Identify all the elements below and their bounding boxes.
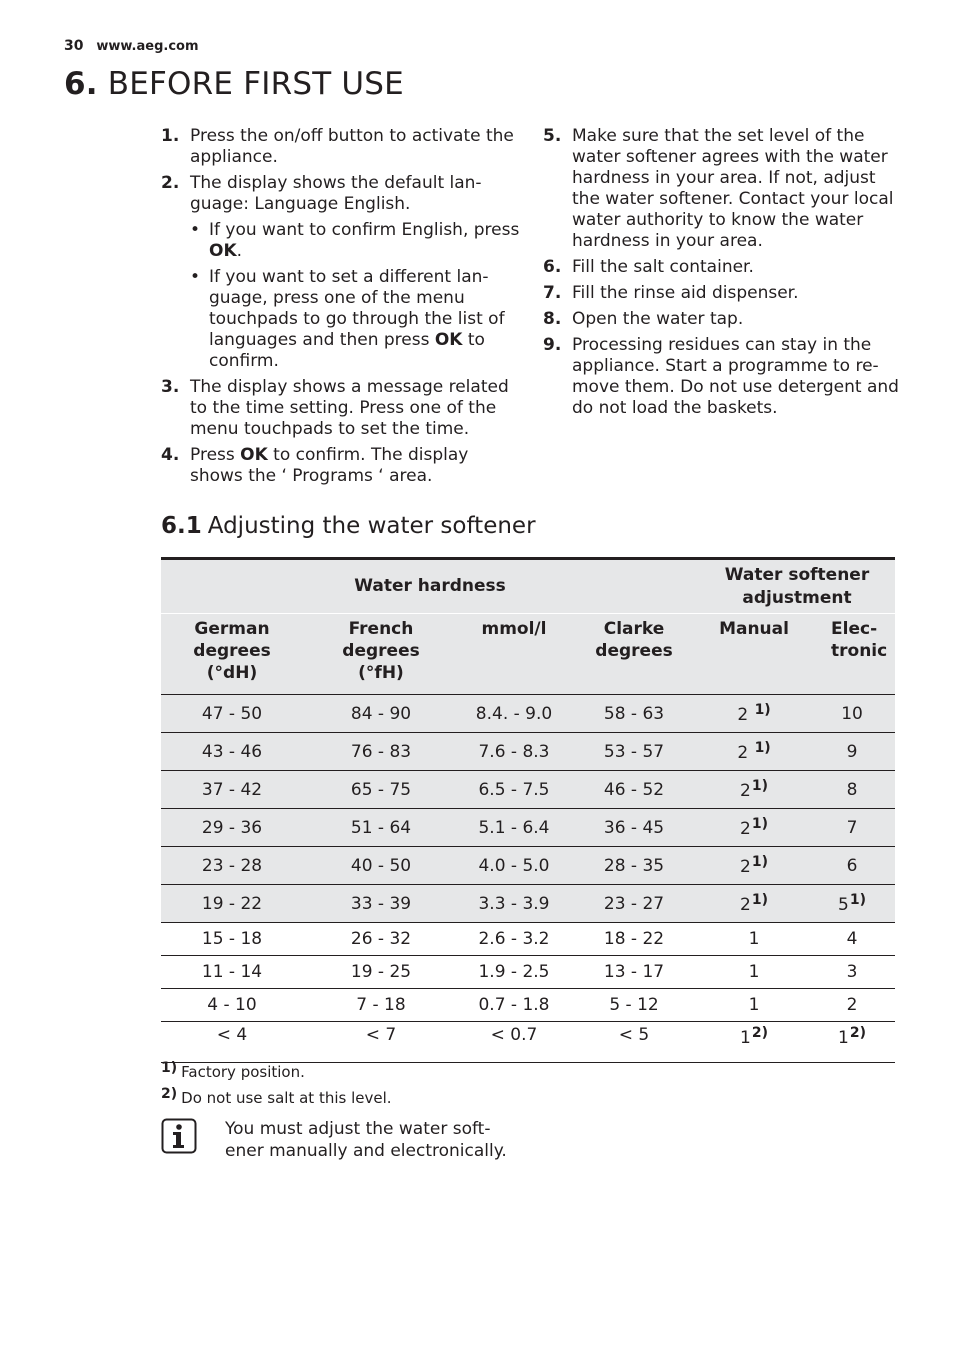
cell-electronic xyxy=(809,809,895,847)
step-9 xyxy=(543,335,903,419)
cell-manual xyxy=(699,847,809,885)
cell-french: 33 - 39 xyxy=(303,885,459,923)
bullet-text: If you want to set a different lan- guage, press one of the menu touchpads to go through the list of languages and then press OK to confirm. xyxy=(209,267,505,371)
cell-clarke: 23 - 27 xyxy=(569,885,699,923)
step-3 xyxy=(161,377,521,440)
footnote-mark: 2) xyxy=(161,1086,178,1102)
cell-manual xyxy=(699,923,809,956)
table-row xyxy=(161,847,895,885)
cell-french: 19 - 25 xyxy=(303,956,459,989)
subsection-title: Adjusting the water softener xyxy=(207,513,536,539)
cell-clarke: 5 - 12 xyxy=(569,989,699,1022)
water-hardness-header: Water hardness xyxy=(161,559,699,614)
subsection-number: 6.1 xyxy=(161,513,202,539)
step-8 xyxy=(543,309,903,330)
manual-value: 2 xyxy=(740,819,751,839)
table-row xyxy=(161,809,895,847)
step-text: Press OK to confirm. The display shows the ‘ Programs ‘ area. xyxy=(190,445,469,486)
table-row xyxy=(161,989,895,1022)
cell-mmol: 8.4. - 9.0 xyxy=(459,695,569,733)
step-number: 6. xyxy=(543,257,562,277)
footnote-ref: 1) xyxy=(754,740,771,756)
cell-manual xyxy=(699,956,809,989)
cell-electronic xyxy=(809,989,895,1022)
column-header-german: German degrees (°dH) xyxy=(161,614,303,695)
cell-manual xyxy=(699,885,809,923)
electronic-value: 4 xyxy=(846,929,858,949)
cell-mmol: 1.9 - 2.5 xyxy=(459,956,569,989)
subsection-heading xyxy=(161,513,536,539)
cell-mmol: 3.3 - 3.9 xyxy=(459,885,569,923)
cell-manual xyxy=(699,733,809,771)
note-text: You must adjust the water soft- ener manually and electronically. xyxy=(225,1119,507,1161)
cell-french: 26 - 32 xyxy=(303,923,459,956)
cell-mmol: 5.1 - 6.4 xyxy=(459,809,569,847)
footnote-mark: 1) xyxy=(161,1060,178,1076)
cell-clarke: < 5 xyxy=(569,1022,699,1063)
footnote-ref: 1) xyxy=(751,854,768,870)
electronic-value: 1 xyxy=(838,1028,849,1048)
table-row xyxy=(161,695,895,733)
step-number: 1. xyxy=(161,126,180,146)
cell-german: 47 - 50 xyxy=(161,695,303,733)
table-row xyxy=(161,733,895,771)
bullet-dot-icon: • xyxy=(190,220,201,240)
table-row xyxy=(161,923,895,956)
footnote-2 xyxy=(161,1086,392,1112)
cell-mmol: 0.7 - 1.8 xyxy=(459,989,569,1022)
cell-french: 84 - 90 xyxy=(303,695,459,733)
bullet-item xyxy=(190,220,521,262)
bullet-item xyxy=(190,267,521,372)
electronic-value: 8 xyxy=(846,779,858,800)
softener-adjustment-header: Water softener adjustment xyxy=(699,559,895,614)
cell-electronic xyxy=(809,771,895,809)
cell-french: 51 - 64 xyxy=(303,809,459,847)
cell-manual xyxy=(699,809,809,847)
step-text: Make sure that the set level of the water softener agrees with the water hardness in your area. If not, adjust the water softener. Contact your local water authority to know the water hardness in your area. xyxy=(572,126,894,251)
column-header-french: French degrees (°fH) xyxy=(303,614,459,695)
step-7 xyxy=(543,283,903,304)
electronic-value: 7 xyxy=(846,817,858,838)
page-header xyxy=(64,38,199,54)
steps-left-column xyxy=(161,126,521,492)
cell-electronic xyxy=(809,695,895,733)
footnote-ref: 1) xyxy=(751,778,768,794)
manual-value: 2 xyxy=(740,895,751,915)
step-1 xyxy=(161,126,521,168)
cell-mmol: 6.5 - 7.5 xyxy=(459,771,569,809)
cell-french: 40 - 50 xyxy=(303,847,459,885)
step-number: 9. xyxy=(543,335,562,355)
cell-mmol: 2.6 - 3.2 xyxy=(459,923,569,956)
footnote-ref: 1) xyxy=(751,892,768,908)
step-text: Press the on/off button to activate the appliance. xyxy=(190,126,514,167)
column-header-electronic: Elec- tronic xyxy=(809,614,895,695)
bullet-text: If you want to confirm English, press OK. xyxy=(209,220,520,261)
cell-electronic xyxy=(809,956,895,989)
cell-german: < 4 xyxy=(161,1022,303,1063)
step-text: Fill the salt container. xyxy=(572,257,754,277)
step-number: 8. xyxy=(543,309,562,329)
footnotes xyxy=(161,1060,392,1112)
table-row xyxy=(161,1022,895,1063)
manual-value: 1 xyxy=(740,1028,751,1048)
language-bullets xyxy=(161,220,521,372)
step-number: 3. xyxy=(161,377,180,397)
table-row xyxy=(161,771,895,809)
cell-mmol: 7.6 - 8.3 xyxy=(459,733,569,771)
cell-german: 29 - 36 xyxy=(161,809,303,847)
info-icon xyxy=(161,1118,197,1154)
step-text: Fill the rinse aid dispenser. xyxy=(572,283,799,303)
step-number: 7. xyxy=(543,283,562,303)
table-row xyxy=(161,885,895,923)
cell-electronic xyxy=(809,733,895,771)
electronic-value: 6 xyxy=(846,855,858,876)
cell-mmol: 4.0 - 5.0 xyxy=(459,847,569,885)
footnote-ref: 2) xyxy=(751,1025,768,1041)
electronic-value: 9 xyxy=(846,741,858,762)
cell-clarke: 28 - 35 xyxy=(569,847,699,885)
electronic-value: 3 xyxy=(846,962,858,982)
info-note xyxy=(161,1118,515,1162)
section-heading xyxy=(64,66,404,102)
cell-manual xyxy=(699,695,809,733)
footnote-ref: 1) xyxy=(754,702,771,718)
manual-value: 2 xyxy=(737,743,754,763)
step-text: Processing residues can stay in the appliance. Start a programme to re- move them. Do not use detergent and do not load the baskets. xyxy=(572,335,899,418)
electronic-value: 10 xyxy=(841,703,863,724)
cell-electronic xyxy=(809,1022,895,1063)
electronic-value: 5 xyxy=(838,895,849,915)
manual-value: 2 xyxy=(737,705,754,725)
cell-german: 11 - 14 xyxy=(161,956,303,989)
cell-german: 43 - 46 xyxy=(161,733,303,771)
cell-manual xyxy=(699,1022,809,1063)
footnote-ref: 1) xyxy=(849,892,866,908)
step-number: 2. xyxy=(161,173,180,193)
manual-value: 1 xyxy=(748,929,760,949)
table-row xyxy=(161,956,895,989)
water-softener-table xyxy=(161,557,895,1063)
manual-value: 1 xyxy=(748,995,760,1015)
cell-german: 19 - 22 xyxy=(161,885,303,923)
cell-electronic xyxy=(809,885,895,923)
footnote-1 xyxy=(161,1060,392,1086)
step-5 xyxy=(543,126,903,252)
manual-value: 1 xyxy=(748,962,760,982)
cell-french: 65 - 75 xyxy=(303,771,459,809)
cell-german: 23 - 28 xyxy=(161,847,303,885)
step-text: The display shows the default lan- guage: Language English. xyxy=(190,173,482,214)
step-4 xyxy=(161,445,521,487)
step-number: 4. xyxy=(161,445,180,465)
footnote-text: Do not use salt at this level. xyxy=(181,1089,392,1107)
cell-german: 37 - 42 xyxy=(161,771,303,809)
cell-electronic xyxy=(809,923,895,956)
cell-clarke: 53 - 57 xyxy=(569,733,699,771)
cell-clarke: 18 - 22 xyxy=(569,923,699,956)
table-body xyxy=(161,695,895,1063)
cell-french: 76 - 83 xyxy=(303,733,459,771)
section-number: 6. xyxy=(64,66,98,102)
bullet-dot-icon: • xyxy=(190,267,201,287)
cell-french: < 7 xyxy=(303,1022,459,1063)
cell-clarke: 58 - 63 xyxy=(569,695,699,733)
footnote-text: Factory position. xyxy=(181,1063,305,1081)
cell-mmol: < 0.7 xyxy=(459,1022,569,1063)
section-title: BEFORE FIRST USE xyxy=(107,66,404,102)
step-6 xyxy=(543,257,903,278)
step-text: Open the water tap. xyxy=(572,309,744,329)
electronic-value: 2 xyxy=(846,995,858,1015)
step-text: The display shows a message related to the time setting. Press one of the menu touchpads to set the time. xyxy=(190,377,509,439)
cell-manual xyxy=(699,989,809,1022)
column-header-clarke: Clarke degrees xyxy=(569,614,699,695)
cell-clarke: 13 - 17 xyxy=(569,956,699,989)
footnote-ref: 1) xyxy=(751,816,768,832)
cell-clarke: 46 - 52 xyxy=(569,771,699,809)
footnote-ref: 2) xyxy=(849,1025,866,1041)
cell-french: 7 - 18 xyxy=(303,989,459,1022)
step-2 xyxy=(161,173,521,215)
cell-german: 15 - 18 xyxy=(161,923,303,956)
cell-german: 4 - 10 xyxy=(161,989,303,1022)
steps-right-column xyxy=(543,126,903,424)
cell-manual xyxy=(699,771,809,809)
step-number: 5. xyxy=(543,126,562,146)
page-number: 30 xyxy=(64,38,84,54)
column-header-mmol: mmol/l xyxy=(459,614,569,695)
cell-clarke: 36 - 45 xyxy=(569,809,699,847)
cell-electronic xyxy=(809,847,895,885)
manual-value: 2 xyxy=(740,857,751,877)
website-url: www.aeg.com xyxy=(96,39,199,54)
manual-value: 2 xyxy=(740,781,751,801)
column-header-manual: Manual xyxy=(699,614,809,695)
